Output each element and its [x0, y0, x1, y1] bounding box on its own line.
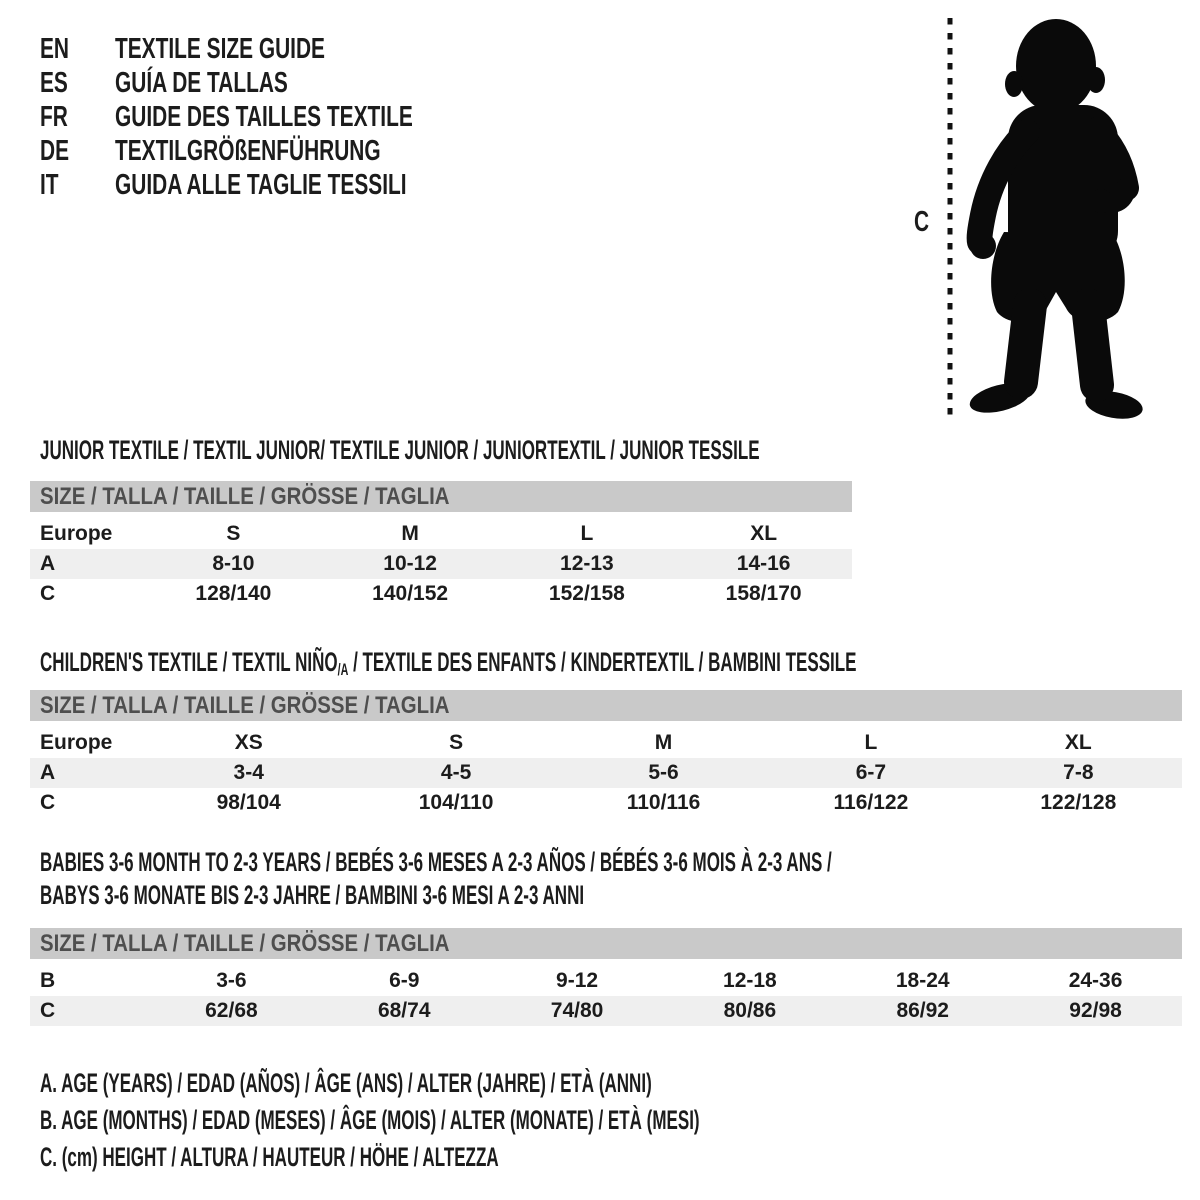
language-code: IT: [40, 168, 59, 201]
size-header-label: SIZE / TALLA / TAILLE / GRÖSSE / TAGLIA: [40, 929, 450, 957]
size-cell: S: [449, 731, 464, 754]
value-cell: 6-7: [855, 761, 887, 784]
value-cell: 12-18: [723, 969, 777, 992]
junior-size-table: [30, 481, 852, 609]
toddler-silhouette: [890, 0, 1200, 440]
row-label: B: [40, 969, 56, 992]
value-cell: 98/104: [216, 791, 281, 814]
babies-section-title: BABIES 3-6 MONTH TO 2-3 YEARS / BEBÉS 3-6 MESES A 2-3 AÑOS / BÉBÉS 3-6 MOIS À 2-3 ANS / BABYS 3-6 MONATE BIS 2-3 JAHRE / BAMBINI 3-6 MESI A 2-3 ANNI: [40, 847, 832, 910]
table-row-height: [30, 996, 1182, 1026]
table-row-age: [30, 549, 852, 579]
size-cell: XL: [1064, 731, 1092, 754]
value-cell: 9-12: [556, 969, 599, 992]
size-cell: S: [226, 522, 241, 545]
value-cell: 116/122: [833, 791, 909, 814]
size-cell: L: [580, 522, 594, 545]
value-cell: 14-16: [736, 552, 791, 575]
legend-line-a: A. AGE (YEARS) / EDAD (AÑOS) / ÂGE (ANS) / ALTER (JAHRE) / ETÀ (ANNI): [40, 1068, 652, 1098]
children-size-table: [30, 690, 1182, 818]
size-cell: M: [401, 522, 419, 545]
value-cell: 80/86: [723, 999, 777, 1022]
value-cell: 152/158: [548, 582, 625, 605]
row-label: C: [40, 582, 56, 605]
value-cell: 3-4: [233, 761, 264, 784]
language-code: FR: [40, 100, 68, 133]
row-label: Europe: [40, 731, 113, 754]
value-cell: 68/74: [377, 999, 431, 1022]
language-code: ES: [40, 66, 68, 99]
row-label: A: [40, 761, 56, 784]
value-cell: 24-36: [1068, 969, 1123, 992]
language-title: GUIDA ALLE TAGLIE TESSILI: [115, 168, 407, 201]
size-cell: XL: [750, 522, 778, 545]
value-cell: 74/80: [550, 999, 604, 1022]
nino-a-subscript: /A: [337, 660, 349, 679]
row-label: Europe: [40, 522, 113, 545]
language-code: EN: [40, 32, 70, 65]
size-cell: L: [864, 731, 878, 754]
size-header-bar: [30, 690, 1182, 721]
babies-size-table: [30, 928, 1182, 1026]
legend-line-c: C. (cm) HEIGHT / ALTURA / HAUTEUR / HÖHE / ALTEZZA: [40, 1142, 499, 1172]
size-header-bar: [30, 481, 852, 512]
value-cell: 62/68: [205, 999, 258, 1022]
row-label: C: [40, 791, 56, 814]
size-header-label: SIZE / TALLA / TAILLE / GRÖSSE / TAGLIA: [40, 691, 450, 719]
language-row-de: [40, 134, 529, 168]
size-cell: M: [654, 731, 673, 754]
value-cell: 4-5: [440, 761, 472, 784]
value-cell: 140/152: [372, 582, 449, 605]
value-cell: 104/110: [418, 791, 494, 814]
value-cell: 8-10: [212, 552, 255, 575]
table-row-months: [30, 966, 1182, 996]
legend-line-b: B. AGE (MONTHS) / EDAD (MESES) / ÂGE (MOIS) / ALTER (MONATE) / ETÀ (MESI): [40, 1105, 700, 1135]
language-row-en: [40, 32, 529, 66]
language-title: GUÍA DE TALLAS: [115, 66, 288, 99]
value-cell: 3-6: [216, 969, 247, 992]
language-row-fr: [40, 100, 529, 134]
value-cell: 6-9: [389, 969, 420, 992]
table-row-height: [30, 788, 1182, 818]
value-cell: 86/92: [896, 999, 949, 1022]
value-cell: 5-6: [648, 761, 679, 784]
size-header-bar: [30, 928, 1182, 959]
size-header-label: SIZE / TALLA / TAILLE / GRÖSSE / TAGLIA: [40, 482, 450, 510]
value-cell: 110/116: [626, 791, 701, 814]
language-code: DE: [40, 134, 70, 167]
value-cell: 122/128: [1040, 791, 1117, 814]
language-title-list: [40, 32, 529, 202]
children-section-title: CHILDREN'S TEXTILE / TEXTIL NIÑO/A / TEXTILE DES ENFANTS / KINDERTEXTIL / BAMBINI TESSILE: [40, 647, 857, 679]
junior-section-title: JUNIOR TEXTILE / TEXTIL JUNIOR/ TEXTILE JUNIOR / JUNIORTEXTIL / JUNIOR TESSILE: [40, 435, 760, 465]
language-title: TEXTILE SIZE GUIDE: [115, 32, 325, 65]
row-label: C: [40, 999, 56, 1022]
language-title: TEXTILGRÖßENFÜHRUNG: [115, 134, 381, 167]
height-measure-figure: [890, 0, 1200, 440]
table-row-height: [30, 579, 852, 609]
row-label: A: [40, 552, 56, 575]
measurement-legend: [40, 1068, 1087, 1179]
table-row-europe: [30, 519, 852, 549]
value-cell: 7-8: [1063, 761, 1094, 784]
language-row-es: [40, 66, 529, 100]
height-label: C: [914, 206, 930, 238]
value-cell: 92/98: [1069, 999, 1122, 1022]
table-row-europe: [30, 728, 1182, 758]
table-row-age: [30, 758, 1182, 788]
value-cell: 158/170: [725, 582, 802, 605]
language-row-it: [40, 168, 529, 202]
language-title: GUIDE DES TAILLES TEXTILE: [115, 100, 413, 133]
value-cell: 10-12: [383, 552, 437, 575]
size-cell: XS: [234, 731, 263, 754]
value-cell: 18-24: [895, 969, 950, 992]
value-cell: 128/140: [195, 582, 272, 605]
value-cell: 12-13: [560, 552, 614, 575]
